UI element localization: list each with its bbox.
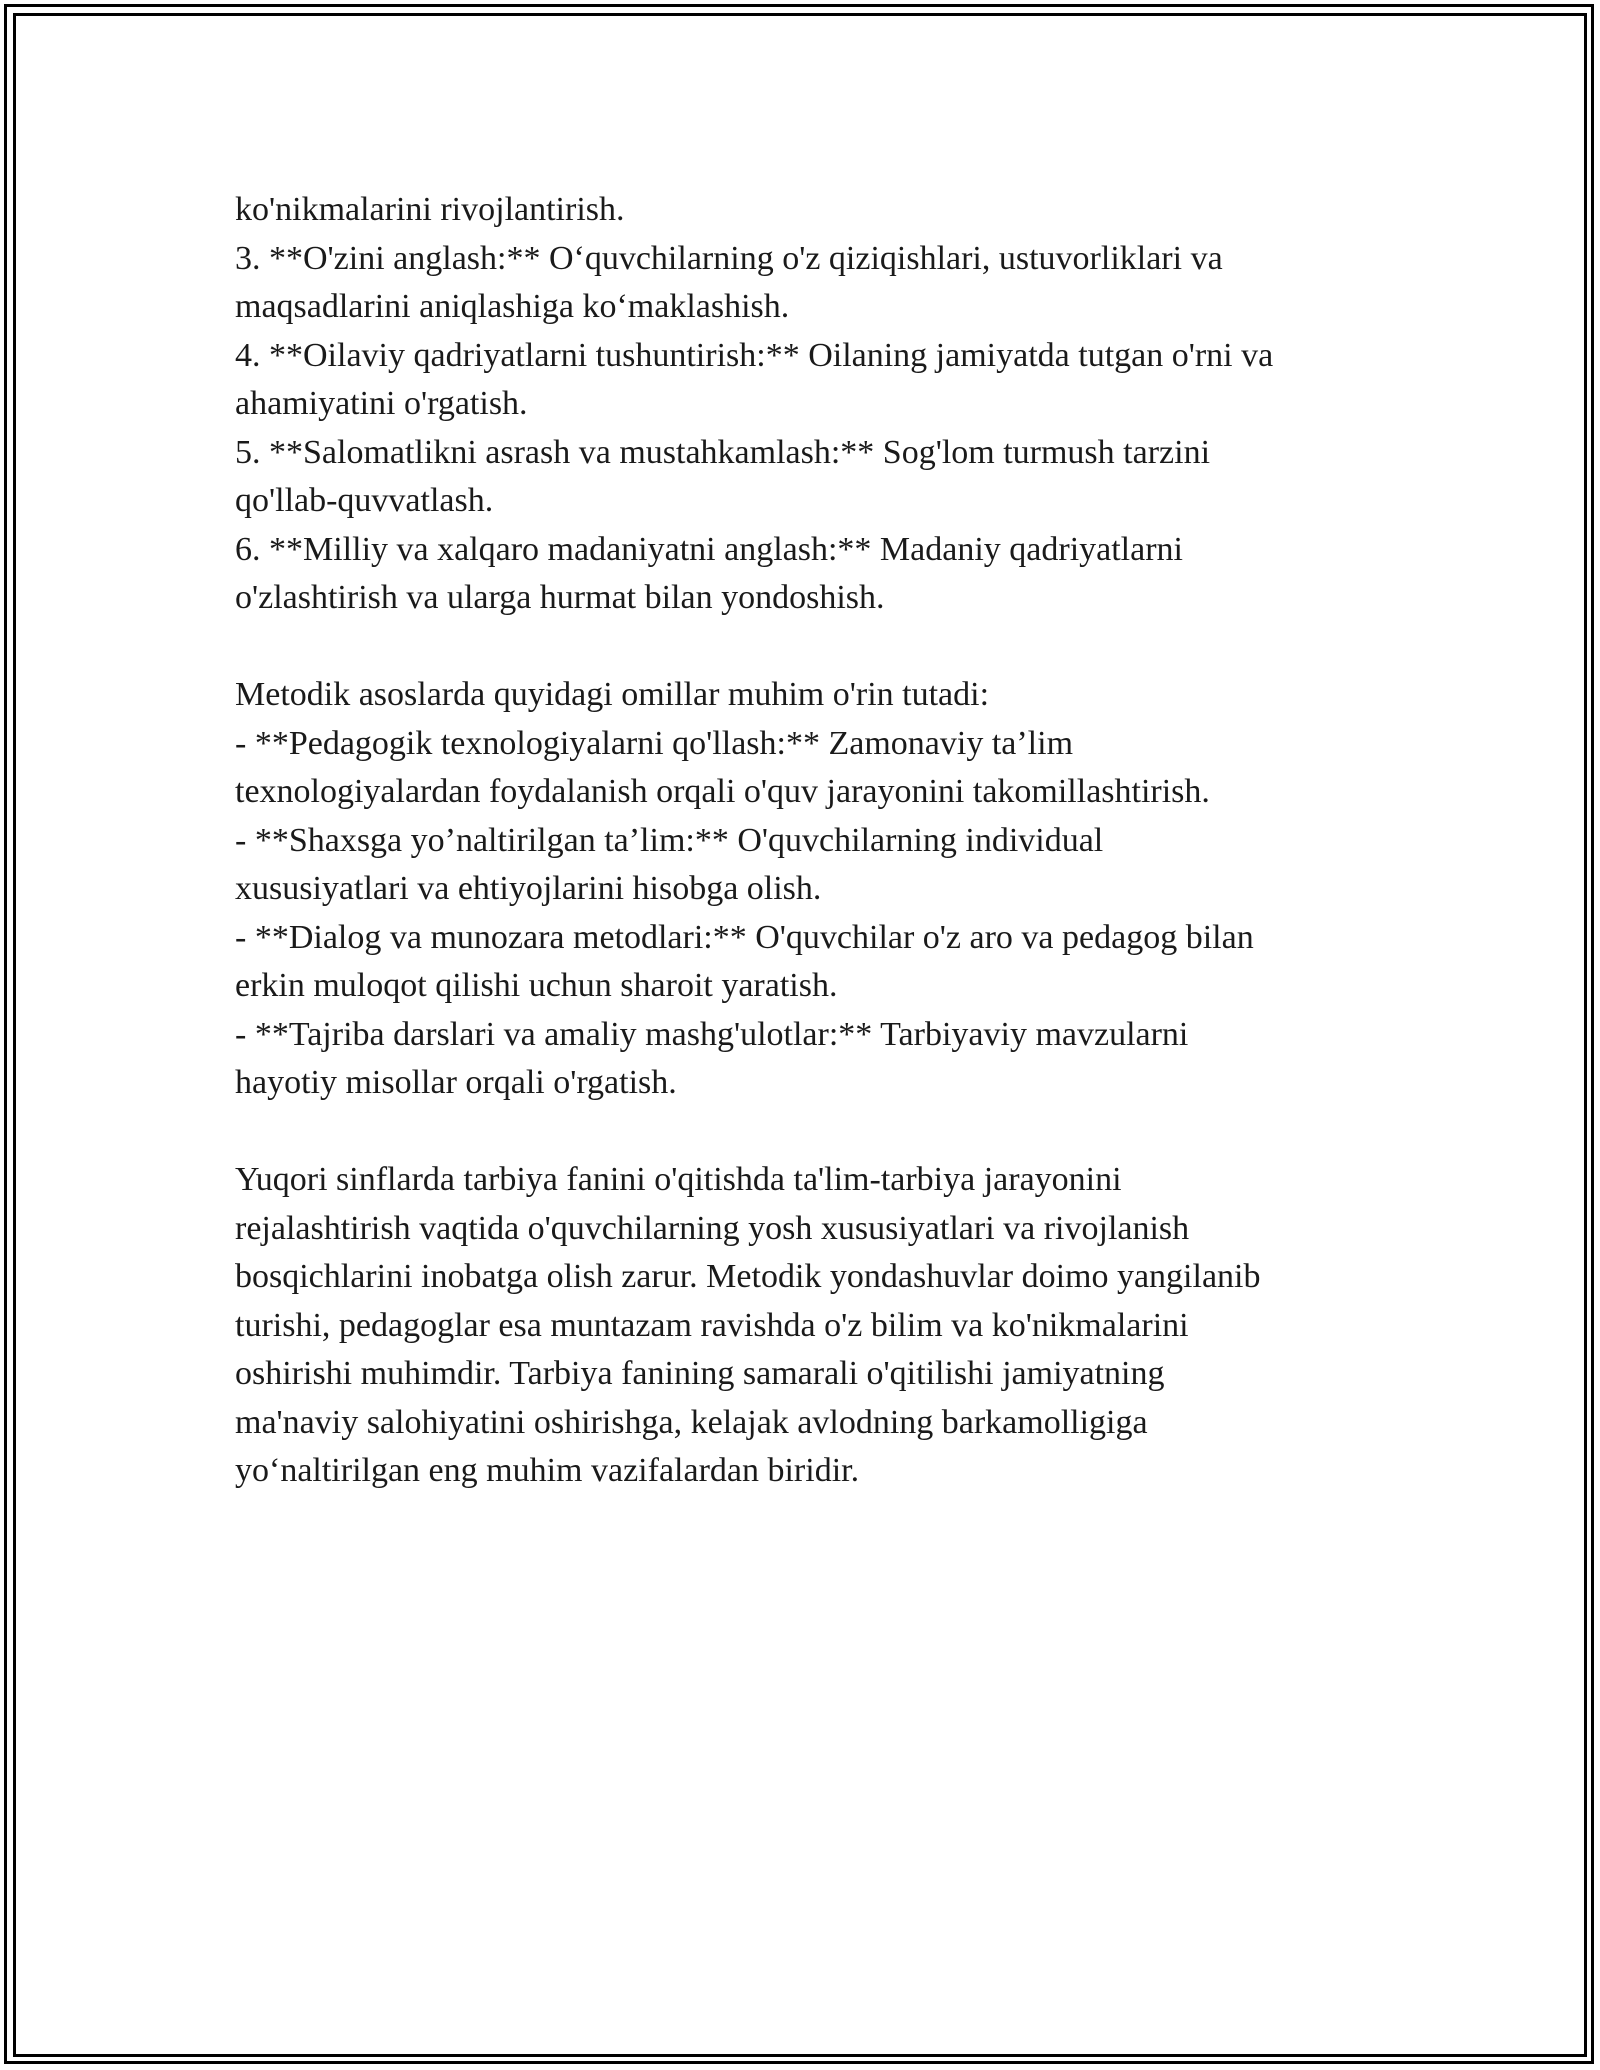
text-line: 5. **Salomatlikni asrash va mustahkamlash:** Sog'lom turmush tarzini bbox=[235, 433, 1211, 471]
text-line: hayotiy misollar orqali o'rgatish. bbox=[235, 1064, 677, 1101]
text-line: Metodik asoslarda quyidagi omillar muhim o'rin tutadi: bbox=[235, 676, 990, 713]
text-line: - **Dialog va munozara metodlari:** O'quvchilar o'z aro va pedagog bilan bbox=[235, 918, 1254, 956]
text-line: maqsadlarini aniqlashiga ko‘maklashish. bbox=[235, 288, 790, 325]
paragraph-methodical-factors bbox=[235, 671, 1415, 1108]
text-line: erkin muloqot qilishi uchun sharoit yaratish. bbox=[235, 967, 838, 1004]
text-line: oshirishi muhimdir. Tarbiya fanining samarali o'qitilishi jamiyatning bbox=[235, 1355, 1165, 1392]
text-line: ahamiyatini o'rgatish. bbox=[235, 385, 528, 422]
text-line: xususiyatlari va ehtiyojlarini hisobga olish. bbox=[235, 870, 822, 907]
text-line: turishi, pedagoglar esa muntazam ravishda o'z bilim va ko'nikmalarini bbox=[235, 1306, 1189, 1344]
paragraph-conclusion bbox=[235, 1156, 1415, 1496]
text-line: bosqichlarini inobatga olish zarur. Metodik yondashuvlar doimo yangilanib bbox=[235, 1258, 1261, 1295]
text-line: Yuqori sinflarda tarbiya fanini o'qitishda ta'lim-tarbiya jarayonini bbox=[235, 1161, 1122, 1198]
text-line: qo'llab-quvvatlash. bbox=[235, 482, 494, 519]
paragraph-gap bbox=[235, 623, 1415, 672]
text-line: - **Tajriba darslari va amaliy mashg'ulotlar:** Tarbiyaviy mavzularni bbox=[235, 1015, 1189, 1053]
text-line: texnologiyalardan foydalanish orqali o'quv jarayonini takomillashtirish. bbox=[235, 773, 1210, 810]
document-body bbox=[235, 186, 1415, 1496]
text-line: o'zlashtirish va ularga hurmat bilan yondoshish. bbox=[235, 579, 885, 616]
text-line: ko'nikmalarini rivojlantirish. bbox=[235, 191, 625, 228]
paragraph-goals-list bbox=[235, 186, 1415, 623]
paragraph-gap bbox=[235, 1108, 1415, 1157]
text-line: 6. **Milliy va xalqaro madaniyatni anglash:** Madaniy qadriyatlarni bbox=[235, 530, 1183, 568]
text-line: - **Shaxsga yo’naltirilgan ta’lim:** O'quvchilarning individual bbox=[235, 821, 1104, 859]
text-line: 4. **Oilaviy qadriyatlarni tushuntirish:** Oilaning jamiyatda tutgan o'rni va bbox=[235, 336, 1274, 374]
text-line: ma'naviy salohiyatini oshirishga, kelajak avlodning barkamolligiga bbox=[235, 1403, 1148, 1441]
text-line: - **Pedagogik texnologiyalarni qo'llash:** Zamonaviy ta’lim bbox=[235, 724, 1074, 762]
text-line: rejalashtirish vaqtida o'quvchilarning yosh xususiyatlari va rivojlanish bbox=[235, 1209, 1190, 1247]
text-line: 3. **O'zini anglash:** O‘quvchilarning o'z qiziqishlari, ustuvorliklari va bbox=[235, 239, 1223, 277]
text-line: yo‘naltirilgan eng muhim vazifalardan biridir. bbox=[235, 1452, 860, 1489]
